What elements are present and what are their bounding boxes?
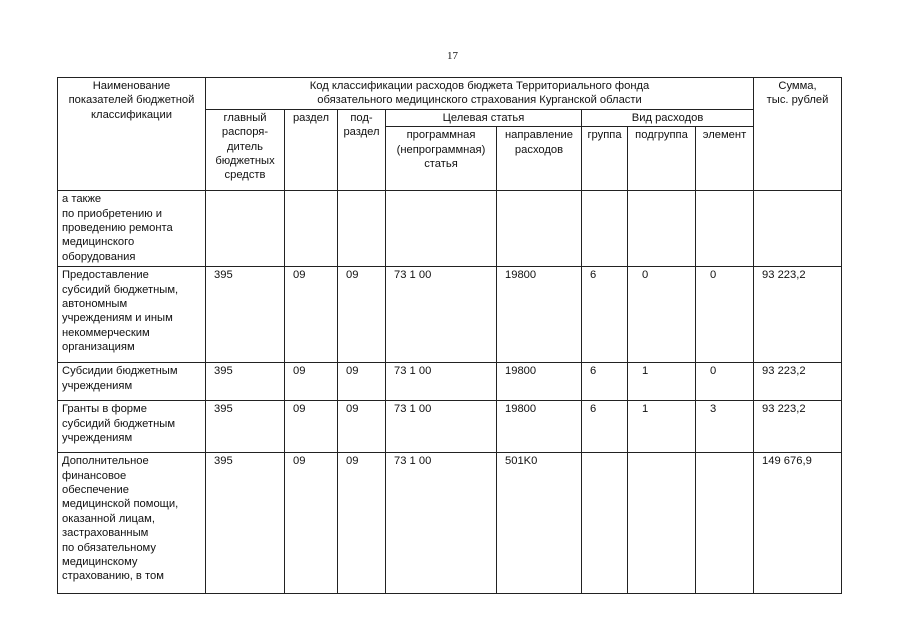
row-glavny: 395	[206, 401, 285, 453]
row-program: 73 1 00	[386, 363, 497, 401]
row-element	[696, 191, 754, 267]
row-razdel	[285, 191, 338, 267]
row-podgruppa	[628, 453, 696, 594]
row-podrazdel: 09	[338, 453, 386, 594]
table-row	[58, 267, 842, 363]
row-program: 73 1 00	[386, 267, 497, 363]
row-razdel: 09	[285, 363, 338, 401]
row-razdel: 09	[285, 401, 338, 453]
row-direction: 501K0	[497, 453, 582, 594]
row-element: 0	[696, 267, 754, 363]
row-name: Гранты в форме субсидий бюджетным учреждениям	[58, 401, 206, 453]
row-podrazdel: 09	[338, 401, 386, 453]
row-glavny	[206, 191, 285, 267]
row-sum: 93 223,2	[754, 401, 842, 453]
row-glavny: 395	[206, 267, 285, 363]
row-razdel: 09	[285, 453, 338, 594]
header-code-group: Код классификации расходов бюджета Территориального фонда обязательного медицинского страхования Курганской области	[206, 78, 754, 110]
row-name: Дополнительное финансовое обеспечение медицинской помощи, оказанной лицам, застрахованным по обязательному медицинскому страхованию, в том	[58, 453, 206, 594]
table-row	[58, 363, 842, 401]
row-direction	[497, 191, 582, 267]
header-gruppa: группа	[582, 127, 628, 191]
row-podrazdel	[338, 191, 386, 267]
row-program: 73 1 00	[386, 453, 497, 594]
header-podrazdel: под- раздел	[338, 109, 386, 190]
header-sum-cell: Сумма, тыс. рублей	[754, 78, 842, 191]
page-number: 17	[447, 50, 458, 62]
table-row	[58, 401, 842, 453]
header-vid: Вид расходов	[582, 109, 754, 126]
row-gruppa	[582, 453, 628, 594]
header-direction: направление расходов	[497, 127, 582, 191]
row-razdel: 09	[285, 267, 338, 363]
header-podgruppa: подгруппа	[628, 127, 696, 191]
row-gruppa: 6	[582, 401, 628, 453]
header-name-cell: Наименование показателей бюджетной классификации	[58, 78, 206, 191]
row-sum: 93 223,2	[754, 363, 842, 401]
row-sum: 149 676,9	[754, 453, 842, 594]
row-direction: 19800	[497, 363, 582, 401]
header-target: Целевая статья	[386, 109, 582, 126]
row-glavny: 395	[206, 453, 285, 594]
row-element: 0	[696, 363, 754, 401]
row-gruppa	[582, 191, 628, 267]
row-program: 73 1 00	[386, 401, 497, 453]
row-name: а также по приобретению и проведению ремонта медицинского оборудования	[58, 191, 206, 267]
row-podgruppa: 1	[628, 363, 696, 401]
row-element	[696, 453, 754, 594]
row-podgruppa: 1	[628, 401, 696, 453]
row-podrazdel: 09	[338, 363, 386, 401]
row-element: 3	[696, 401, 754, 453]
row-sum	[754, 191, 842, 267]
row-podgruppa	[628, 191, 696, 267]
header-program: программная (непрограммная) статья	[386, 127, 497, 191]
row-podrazdel: 09	[338, 267, 386, 363]
row-gruppa: 6	[582, 267, 628, 363]
row-program	[386, 191, 497, 267]
header-razdel: раздел	[285, 109, 338, 190]
header-glavny: главный распоря- дитель бюджетных средств	[206, 109, 285, 190]
row-glavny: 395	[206, 363, 285, 401]
row-gruppa: 6	[582, 363, 628, 401]
row-direction: 19800	[497, 401, 582, 453]
table-row	[58, 453, 842, 594]
header-element: элемент	[696, 127, 754, 191]
row-podgruppa: 0	[628, 267, 696, 363]
row-direction: 19800	[497, 267, 582, 363]
budget-classification-table	[57, 77, 842, 594]
table-row	[58, 191, 842, 267]
row-sum: 93 223,2	[754, 267, 842, 363]
row-name: Предоставление субсидий бюджетным, автономным учреждениям и иным некоммерческим организациям	[58, 267, 206, 363]
row-name: Субсидии бюджетным учреждениям	[58, 363, 206, 401]
